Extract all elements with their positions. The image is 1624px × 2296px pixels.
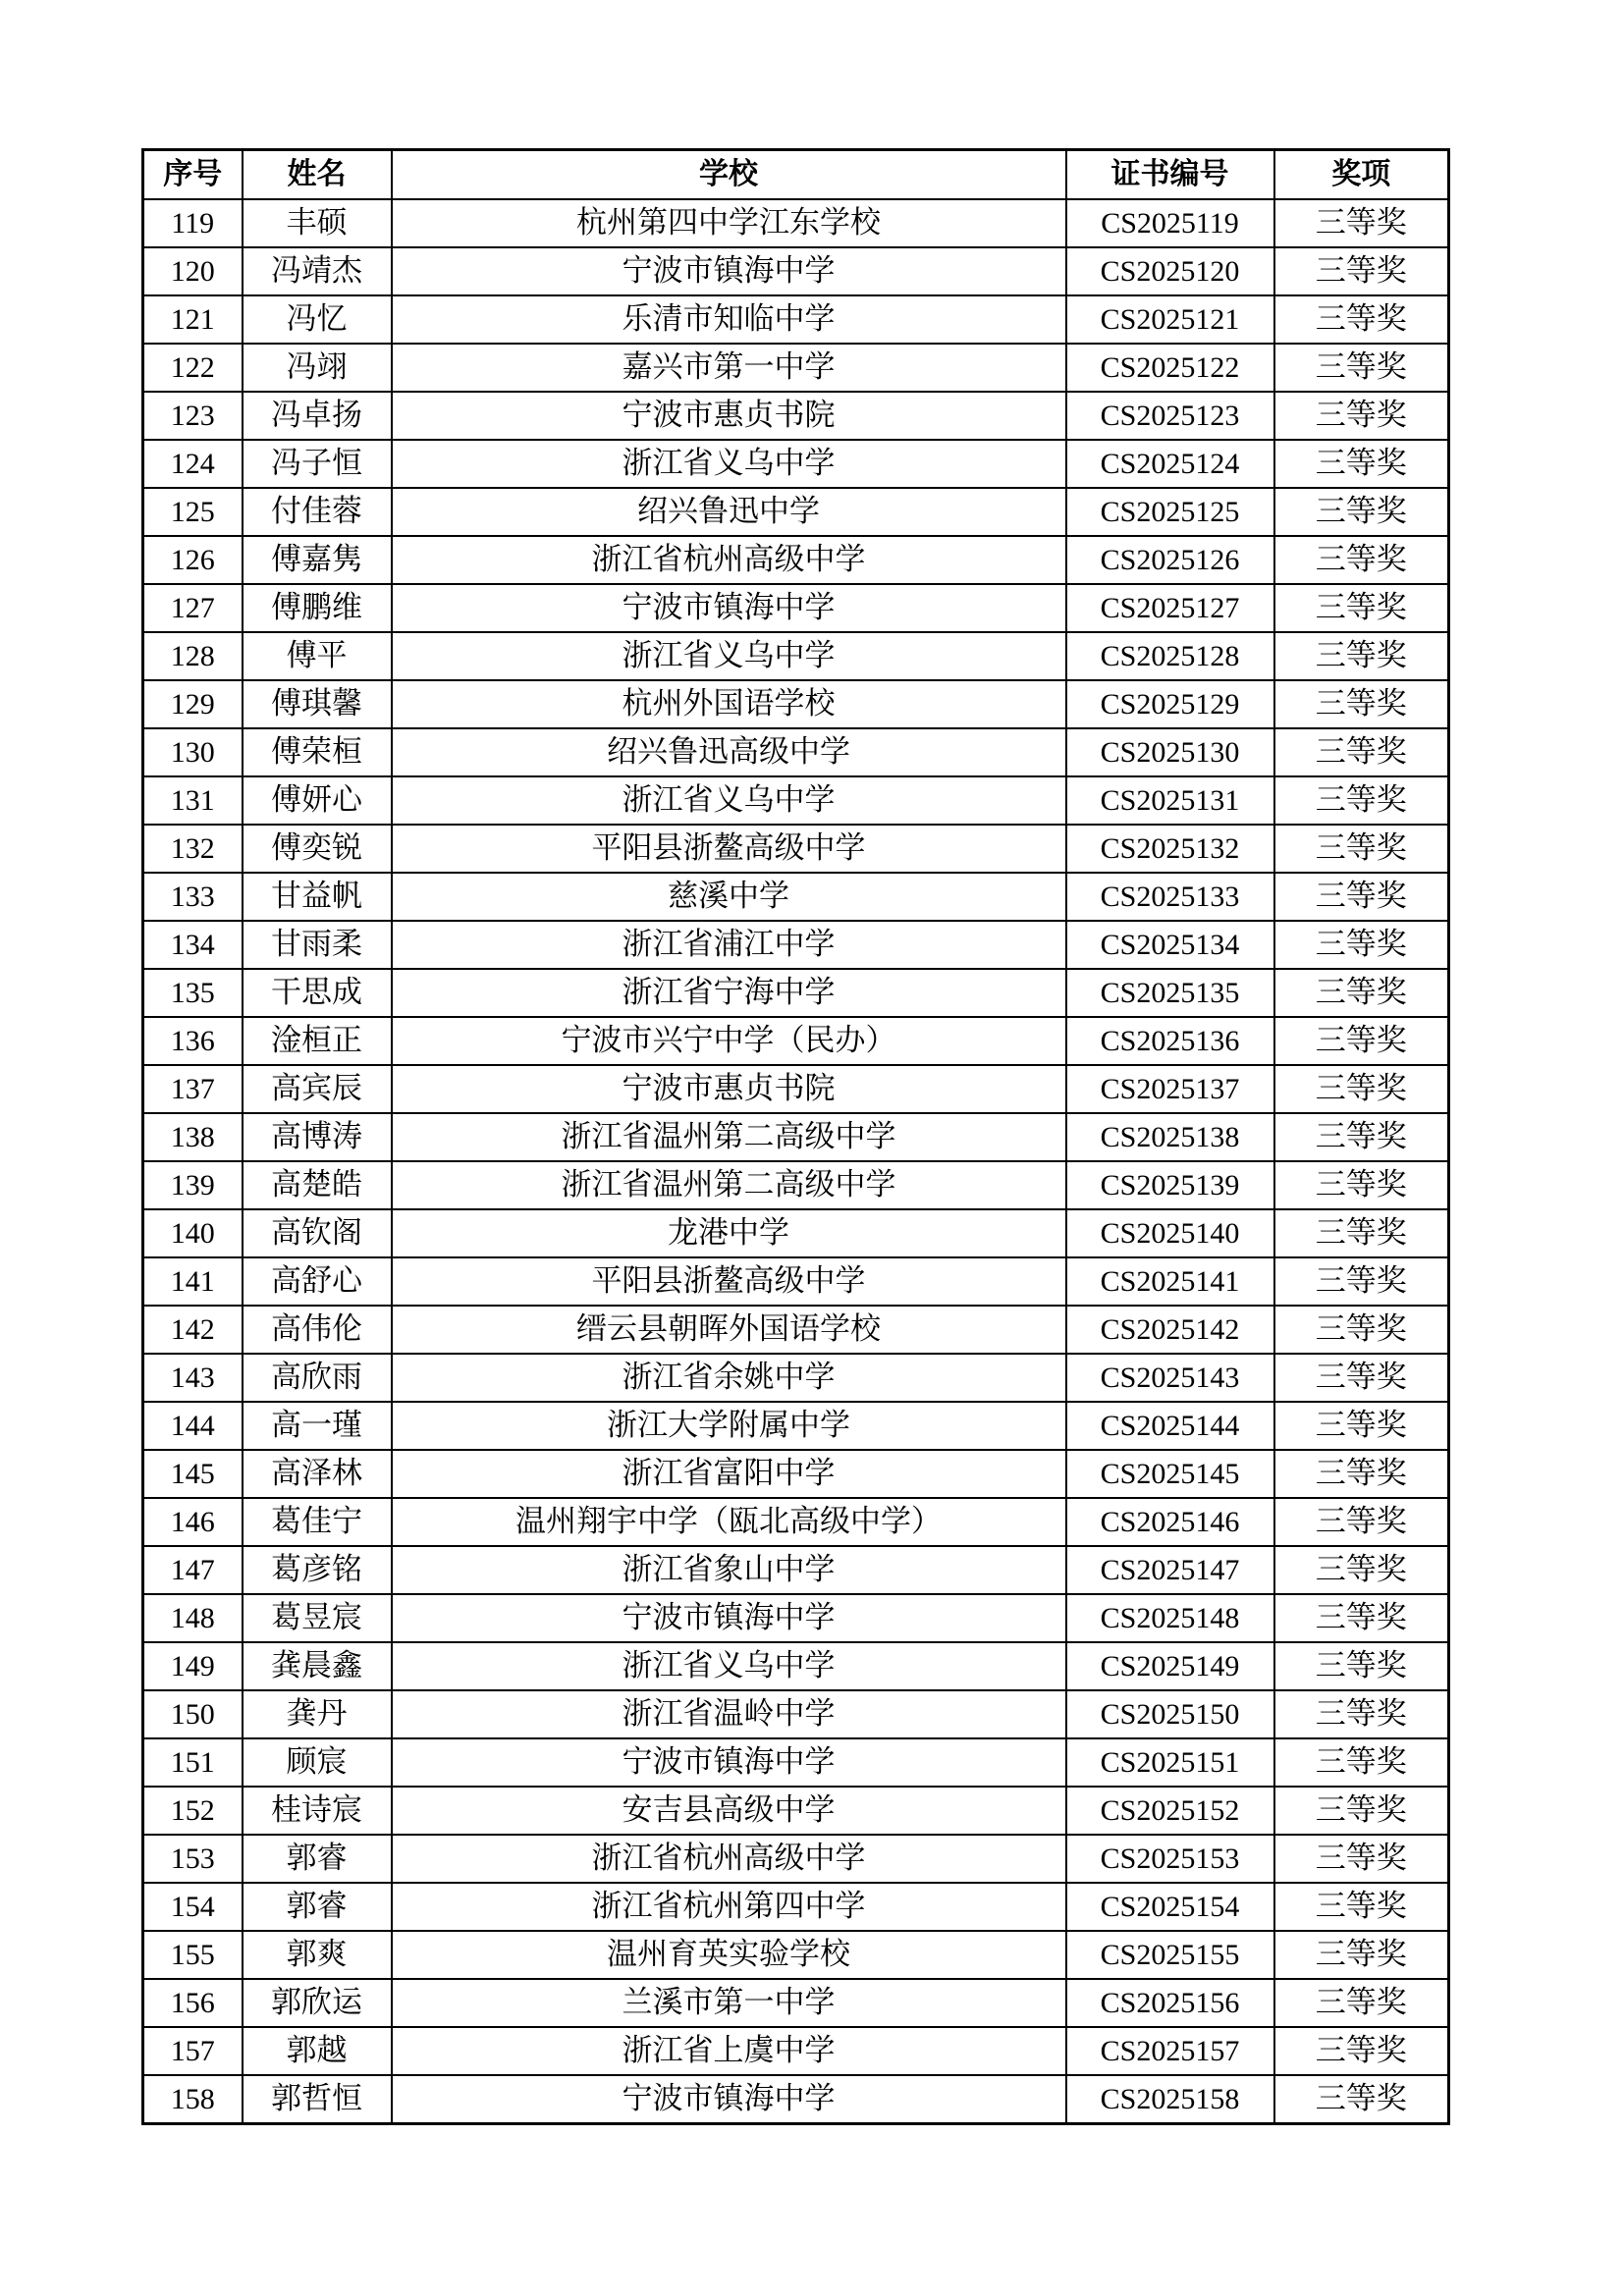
- name-cell: 高舒心: [243, 1257, 392, 1306]
- school-cell: 慈溪中学: [392, 873, 1066, 921]
- award-cell: 三等奖: [1274, 1257, 1449, 1306]
- award-cell: 三等奖: [1274, 1498, 1449, 1546]
- award-cell: 三等奖: [1274, 440, 1449, 488]
- school-cell: 浙江省义乌中学: [392, 1642, 1066, 1690]
- serial-number-cell: 139: [143, 1161, 243, 1209]
- name-cell: 葛昱宸: [243, 1594, 392, 1642]
- certificate-number-cell: CS2025130: [1066, 728, 1274, 776]
- serial-number-cell: 140: [143, 1209, 243, 1257]
- serial-number-cell: 146: [143, 1498, 243, 1546]
- school-cell: 杭州第四中学江东学校: [392, 199, 1066, 247]
- table-row: [143, 1594, 1449, 1642]
- name-cell: 郭爽: [243, 1931, 392, 1979]
- header-school: 学校: [392, 150, 1066, 200]
- table-row: [143, 199, 1449, 247]
- certificate-number-cell: CS2025134: [1066, 921, 1274, 969]
- table-row: [143, 440, 1449, 488]
- serial-number-cell: 135: [143, 969, 243, 1017]
- certificate-number-cell: CS2025135: [1066, 969, 1274, 1017]
- certificate-number-cell: CS2025151: [1066, 1738, 1274, 1787]
- table-row: [143, 680, 1449, 728]
- certificate-number-cell: CS2025158: [1066, 2075, 1274, 2124]
- award-cell: 三等奖: [1274, 776, 1449, 825]
- certificate-number-cell: CS2025133: [1066, 873, 1274, 921]
- header-name: 姓名: [243, 150, 392, 200]
- award-cell: 三等奖: [1274, 1594, 1449, 1642]
- school-cell: 浙江省宁海中学: [392, 969, 1066, 1017]
- table-body: [143, 199, 1449, 2124]
- school-cell: 浙江省上虞中学: [392, 2027, 1066, 2075]
- certificate-number-cell: CS2025120: [1066, 247, 1274, 295]
- certificate-number-cell: CS2025122: [1066, 344, 1274, 392]
- name-cell: 冯忆: [243, 295, 392, 344]
- certificate-number-cell: CS2025131: [1066, 776, 1274, 825]
- school-cell: 浙江省义乌中学: [392, 776, 1066, 825]
- award-cell: 三等奖: [1274, 1402, 1449, 1450]
- certificate-number-cell: CS2025139: [1066, 1161, 1274, 1209]
- serial-number-cell: 121: [143, 295, 243, 344]
- award-cell: 三等奖: [1274, 1065, 1449, 1113]
- certificate-number-cell: CS2025137: [1066, 1065, 1274, 1113]
- school-cell: 浙江省杭州第四中学: [392, 1883, 1066, 1931]
- table-row: [143, 1931, 1449, 1979]
- serial-number-cell: 154: [143, 1883, 243, 1931]
- certificate-number-cell: CS2025150: [1066, 1690, 1274, 1738]
- header-row: [143, 150, 1449, 200]
- award-cell: 三等奖: [1274, 344, 1449, 392]
- award-cell: 三等奖: [1274, 680, 1449, 728]
- school-cell: 宁波市镇海中学: [392, 2075, 1066, 2124]
- serial-number-cell: 147: [143, 1546, 243, 1594]
- table-row: [143, 1835, 1449, 1883]
- certificate-number-cell: CS2025141: [1066, 1257, 1274, 1306]
- name-cell: 丰硕: [243, 199, 392, 247]
- serial-number-cell: 131: [143, 776, 243, 825]
- school-cell: 平阳县浙鳌高级中学: [392, 1257, 1066, 1306]
- table-row: [143, 1161, 1449, 1209]
- serial-number-cell: 137: [143, 1065, 243, 1113]
- award-cell: 三等奖: [1274, 1931, 1449, 1979]
- name-cell: 桂诗宸: [243, 1787, 392, 1835]
- name-cell: 高楚皓: [243, 1161, 392, 1209]
- name-cell: 龚丹: [243, 1690, 392, 1738]
- table-row: [143, 1306, 1449, 1354]
- school-cell: 浙江省富阳中学: [392, 1450, 1066, 1498]
- table-row: [143, 825, 1449, 873]
- award-cell: 三等奖: [1274, 392, 1449, 440]
- school-cell: 浙江省温岭中学: [392, 1690, 1066, 1738]
- table-row: [143, 1498, 1449, 1546]
- serial-number-cell: 138: [143, 1113, 243, 1161]
- name-cell: 付佳蓉: [243, 488, 392, 536]
- table-row: [143, 873, 1449, 921]
- name-cell: 傅妍心: [243, 776, 392, 825]
- award-cell: 三等奖: [1274, 247, 1449, 295]
- serial-number-cell: 123: [143, 392, 243, 440]
- certificate-number-cell: CS2025123: [1066, 392, 1274, 440]
- name-cell: 冯靖杰: [243, 247, 392, 295]
- table-row: [143, 1883, 1449, 1931]
- school-cell: 温州育英实验学校: [392, 1931, 1066, 1979]
- table-row: [143, 969, 1449, 1017]
- table-row: [143, 1450, 1449, 1498]
- school-cell: 绍兴鲁迅高级中学: [392, 728, 1066, 776]
- name-cell: 郭睿: [243, 1835, 392, 1883]
- serial-number-cell: 155: [143, 1931, 243, 1979]
- serial-number-cell: 125: [143, 488, 243, 536]
- table-row: [143, 728, 1449, 776]
- school-cell: 绍兴鲁迅中学: [392, 488, 1066, 536]
- certificate-number-cell: CS2025128: [1066, 632, 1274, 680]
- table-row: [143, 1979, 1449, 2027]
- certificate-number-cell: CS2025149: [1066, 1642, 1274, 1690]
- award-cell: 三等奖: [1274, 1690, 1449, 1738]
- table-row: [143, 2027, 1449, 2075]
- table-row: [143, 921, 1449, 969]
- award-cell: 三等奖: [1274, 921, 1449, 969]
- certificate-number-cell: CS2025126: [1066, 536, 1274, 584]
- certificate-number-cell: CS2025136: [1066, 1017, 1274, 1065]
- serial-number-cell: 143: [143, 1354, 243, 1402]
- serial-number-cell: 128: [143, 632, 243, 680]
- name-cell: 高钦阁: [243, 1209, 392, 1257]
- table-row: [143, 392, 1449, 440]
- award-cell: 三等奖: [1274, 1546, 1449, 1594]
- certificate-number-cell: CS2025138: [1066, 1113, 1274, 1161]
- header-serial-number: 序号: [143, 150, 243, 200]
- certificate-number-cell: CS2025156: [1066, 1979, 1274, 2027]
- table-row: [143, 1354, 1449, 1402]
- name-cell: 傅琪馨: [243, 680, 392, 728]
- school-cell: 浙江省杭州高级中学: [392, 536, 1066, 584]
- award-cell: 三等奖: [1274, 1113, 1449, 1161]
- serial-number-cell: 151: [143, 1738, 243, 1787]
- award-cell: 三等奖: [1274, 632, 1449, 680]
- serial-number-cell: 148: [143, 1594, 243, 1642]
- award-cell: 三等奖: [1274, 1642, 1449, 1690]
- table-row: [143, 1642, 1449, 1690]
- award-cell: 三等奖: [1274, 1017, 1449, 1065]
- school-cell: 宁波市镇海中学: [392, 1594, 1066, 1642]
- name-cell: 干思成: [243, 969, 392, 1017]
- serial-number-cell: 120: [143, 247, 243, 295]
- school-cell: 安吉县高级中学: [392, 1787, 1066, 1835]
- name-cell: 傅嘉隽: [243, 536, 392, 584]
- name-cell: 淦桓正: [243, 1017, 392, 1065]
- certificate-number-cell: CS2025146: [1066, 1498, 1274, 1546]
- table-row: [143, 344, 1449, 392]
- name-cell: 郭哲恒: [243, 2075, 392, 2124]
- header-certificate-number: 证书编号: [1066, 150, 1274, 200]
- school-cell: 浙江省义乌中学: [392, 632, 1066, 680]
- certificate-number-cell: CS2025153: [1066, 1835, 1274, 1883]
- name-cell: 高泽林: [243, 1450, 392, 1498]
- serial-number-cell: 150: [143, 1690, 243, 1738]
- name-cell: 傅平: [243, 632, 392, 680]
- serial-number-cell: 122: [143, 344, 243, 392]
- award-cell: 三等奖: [1274, 584, 1449, 632]
- name-cell: 葛佳宁: [243, 1498, 392, 1546]
- school-cell: 杭州外国语学校: [392, 680, 1066, 728]
- table-row: [143, 536, 1449, 584]
- award-cell: 三等奖: [1274, 2075, 1449, 2124]
- table-row: [143, 295, 1449, 344]
- certificate-number-cell: CS2025119: [1066, 199, 1274, 247]
- award-cell: 三等奖: [1274, 1979, 1449, 2027]
- school-cell: 宁波市镇海中学: [392, 247, 1066, 295]
- award-cell: 三等奖: [1274, 1209, 1449, 1257]
- award-cell: 三等奖: [1274, 1450, 1449, 1498]
- table-row: [143, 584, 1449, 632]
- certificate-number-cell: CS2025140: [1066, 1209, 1274, 1257]
- table-row: [143, 247, 1449, 295]
- award-cell: 三等奖: [1274, 728, 1449, 776]
- name-cell: 高博涛: [243, 1113, 392, 1161]
- name-cell: 甘雨柔: [243, 921, 392, 969]
- certificate-number-cell: CS2025157: [1066, 2027, 1274, 2075]
- name-cell: 郭睿: [243, 1883, 392, 1931]
- award-cell: 三等奖: [1274, 825, 1449, 873]
- serial-number-cell: 141: [143, 1257, 243, 1306]
- serial-number-cell: 132: [143, 825, 243, 873]
- school-cell: 宁波市镇海中学: [392, 584, 1066, 632]
- name-cell: 甘益帆: [243, 873, 392, 921]
- school-cell: 平阳县浙鳌高级中学: [392, 825, 1066, 873]
- school-cell: 宁波市惠贞书院: [392, 392, 1066, 440]
- school-cell: 浙江省象山中学: [392, 1546, 1066, 1594]
- serial-number-cell: 134: [143, 921, 243, 969]
- certificate-number-cell: CS2025132: [1066, 825, 1274, 873]
- award-cell: 三等奖: [1274, 2027, 1449, 2075]
- table-row: [143, 488, 1449, 536]
- certificate-number-cell: CS2025127: [1066, 584, 1274, 632]
- table-row: [143, 632, 1449, 680]
- award-cell: 三等奖: [1274, 295, 1449, 344]
- certificate-number-cell: CS2025155: [1066, 1931, 1274, 1979]
- serial-number-cell: 130: [143, 728, 243, 776]
- name-cell: 高伟伦: [243, 1306, 392, 1354]
- table-row: [143, 1017, 1449, 1065]
- serial-number-cell: 158: [143, 2075, 243, 2124]
- certificate-number-cell: CS2025125: [1066, 488, 1274, 536]
- certificate-number-cell: CS2025145: [1066, 1450, 1274, 1498]
- table-row: [143, 1690, 1449, 1738]
- school-cell: 浙江省余姚中学: [392, 1354, 1066, 1402]
- name-cell: 傅鹏维: [243, 584, 392, 632]
- name-cell: 冯卓扬: [243, 392, 392, 440]
- table-row: [143, 1787, 1449, 1835]
- serial-number-cell: 142: [143, 1306, 243, 1354]
- award-cell: 三等奖: [1274, 1738, 1449, 1787]
- school-cell: 缙云县朝晖外国语学校: [392, 1306, 1066, 1354]
- school-cell: 温州翔宇中学（瓯北高级中学）: [392, 1498, 1066, 1546]
- name-cell: 冯翊: [243, 344, 392, 392]
- name-cell: 傅荣桓: [243, 728, 392, 776]
- serial-number-cell: 156: [143, 1979, 243, 2027]
- school-cell: 宁波市惠贞书院: [392, 1065, 1066, 1113]
- school-cell: 宁波市镇海中学: [392, 1738, 1066, 1787]
- award-table: [141, 148, 1450, 2125]
- table-row: [143, 2075, 1449, 2124]
- serial-number-cell: 149: [143, 1642, 243, 1690]
- name-cell: 高宾辰: [243, 1065, 392, 1113]
- name-cell: 冯子恒: [243, 440, 392, 488]
- award-cell: 三等奖: [1274, 488, 1449, 536]
- school-cell: 龙港中学: [392, 1209, 1066, 1257]
- school-cell: 宁波市兴宁中学（民办）: [392, 1017, 1066, 1065]
- award-cell: 三等奖: [1274, 873, 1449, 921]
- table-row: [143, 1113, 1449, 1161]
- school-cell: 浙江省浦江中学: [392, 921, 1066, 969]
- award-cell: 三等奖: [1274, 969, 1449, 1017]
- name-cell: 傅奕锐: [243, 825, 392, 873]
- name-cell: 顾宸: [243, 1738, 392, 1787]
- table-row: [143, 1257, 1449, 1306]
- certificate-number-cell: CS2025152: [1066, 1787, 1274, 1835]
- certificate-number-cell: CS2025124: [1066, 440, 1274, 488]
- table-row: [143, 1402, 1449, 1450]
- table-row: [143, 1065, 1449, 1113]
- award-cell: 三等奖: [1274, 1161, 1449, 1209]
- serial-number-cell: 153: [143, 1835, 243, 1883]
- school-cell: 兰溪市第一中学: [392, 1979, 1066, 2027]
- name-cell: 郭欣运: [243, 1979, 392, 2027]
- certificate-number-cell: CS2025129: [1066, 680, 1274, 728]
- award-cell: 三等奖: [1274, 1883, 1449, 1931]
- award-cell: 三等奖: [1274, 199, 1449, 247]
- table-row: [143, 1546, 1449, 1594]
- award-cell: 三等奖: [1274, 1835, 1449, 1883]
- school-cell: 浙江省杭州高级中学: [392, 1835, 1066, 1883]
- serial-number-cell: 144: [143, 1402, 243, 1450]
- award-cell: 三等奖: [1274, 536, 1449, 584]
- award-cell: 三等奖: [1274, 1306, 1449, 1354]
- serial-number-cell: 145: [143, 1450, 243, 1498]
- school-cell: 浙江省温州第二高级中学: [392, 1161, 1066, 1209]
- certificate-number-cell: CS2025144: [1066, 1402, 1274, 1450]
- certificate-number-cell: CS2025121: [1066, 295, 1274, 344]
- name-cell: 龚晨鑫: [243, 1642, 392, 1690]
- serial-number-cell: 136: [143, 1017, 243, 1065]
- award-cell: 三等奖: [1274, 1354, 1449, 1402]
- serial-number-cell: 127: [143, 584, 243, 632]
- serial-number-cell: 157: [143, 2027, 243, 2075]
- serial-number-cell: 152: [143, 1787, 243, 1835]
- serial-number-cell: 119: [143, 199, 243, 247]
- certificate-number-cell: CS2025147: [1066, 1546, 1274, 1594]
- header-award: 奖项: [1274, 150, 1449, 200]
- certificate-number-cell: CS2025148: [1066, 1594, 1274, 1642]
- certificate-number-cell: CS2025143: [1066, 1354, 1274, 1402]
- school-cell: 浙江省温州第二高级中学: [392, 1113, 1066, 1161]
- name-cell: 高欣雨: [243, 1354, 392, 1402]
- serial-number-cell: 129: [143, 680, 243, 728]
- name-cell: 郭越: [243, 2027, 392, 2075]
- school-cell: 浙江省义乌中学: [392, 440, 1066, 488]
- name-cell: 高一瑾: [243, 1402, 392, 1450]
- award-cell: 三等奖: [1274, 1787, 1449, 1835]
- serial-number-cell: 133: [143, 873, 243, 921]
- name-cell: 葛彦铭: [243, 1546, 392, 1594]
- table-row: [143, 1209, 1449, 1257]
- serial-number-cell: 126: [143, 536, 243, 584]
- certificate-number-cell: CS2025154: [1066, 1883, 1274, 1931]
- school-cell: 嘉兴市第一中学: [392, 344, 1066, 392]
- school-cell: 浙江大学附属中学: [392, 1402, 1066, 1450]
- table-row: [143, 776, 1449, 825]
- school-cell: 乐清市知临中学: [392, 295, 1066, 344]
- serial-number-cell: 124: [143, 440, 243, 488]
- table-header: [143, 150, 1449, 200]
- table-row: [143, 1738, 1449, 1787]
- certificate-number-cell: CS2025142: [1066, 1306, 1274, 1354]
